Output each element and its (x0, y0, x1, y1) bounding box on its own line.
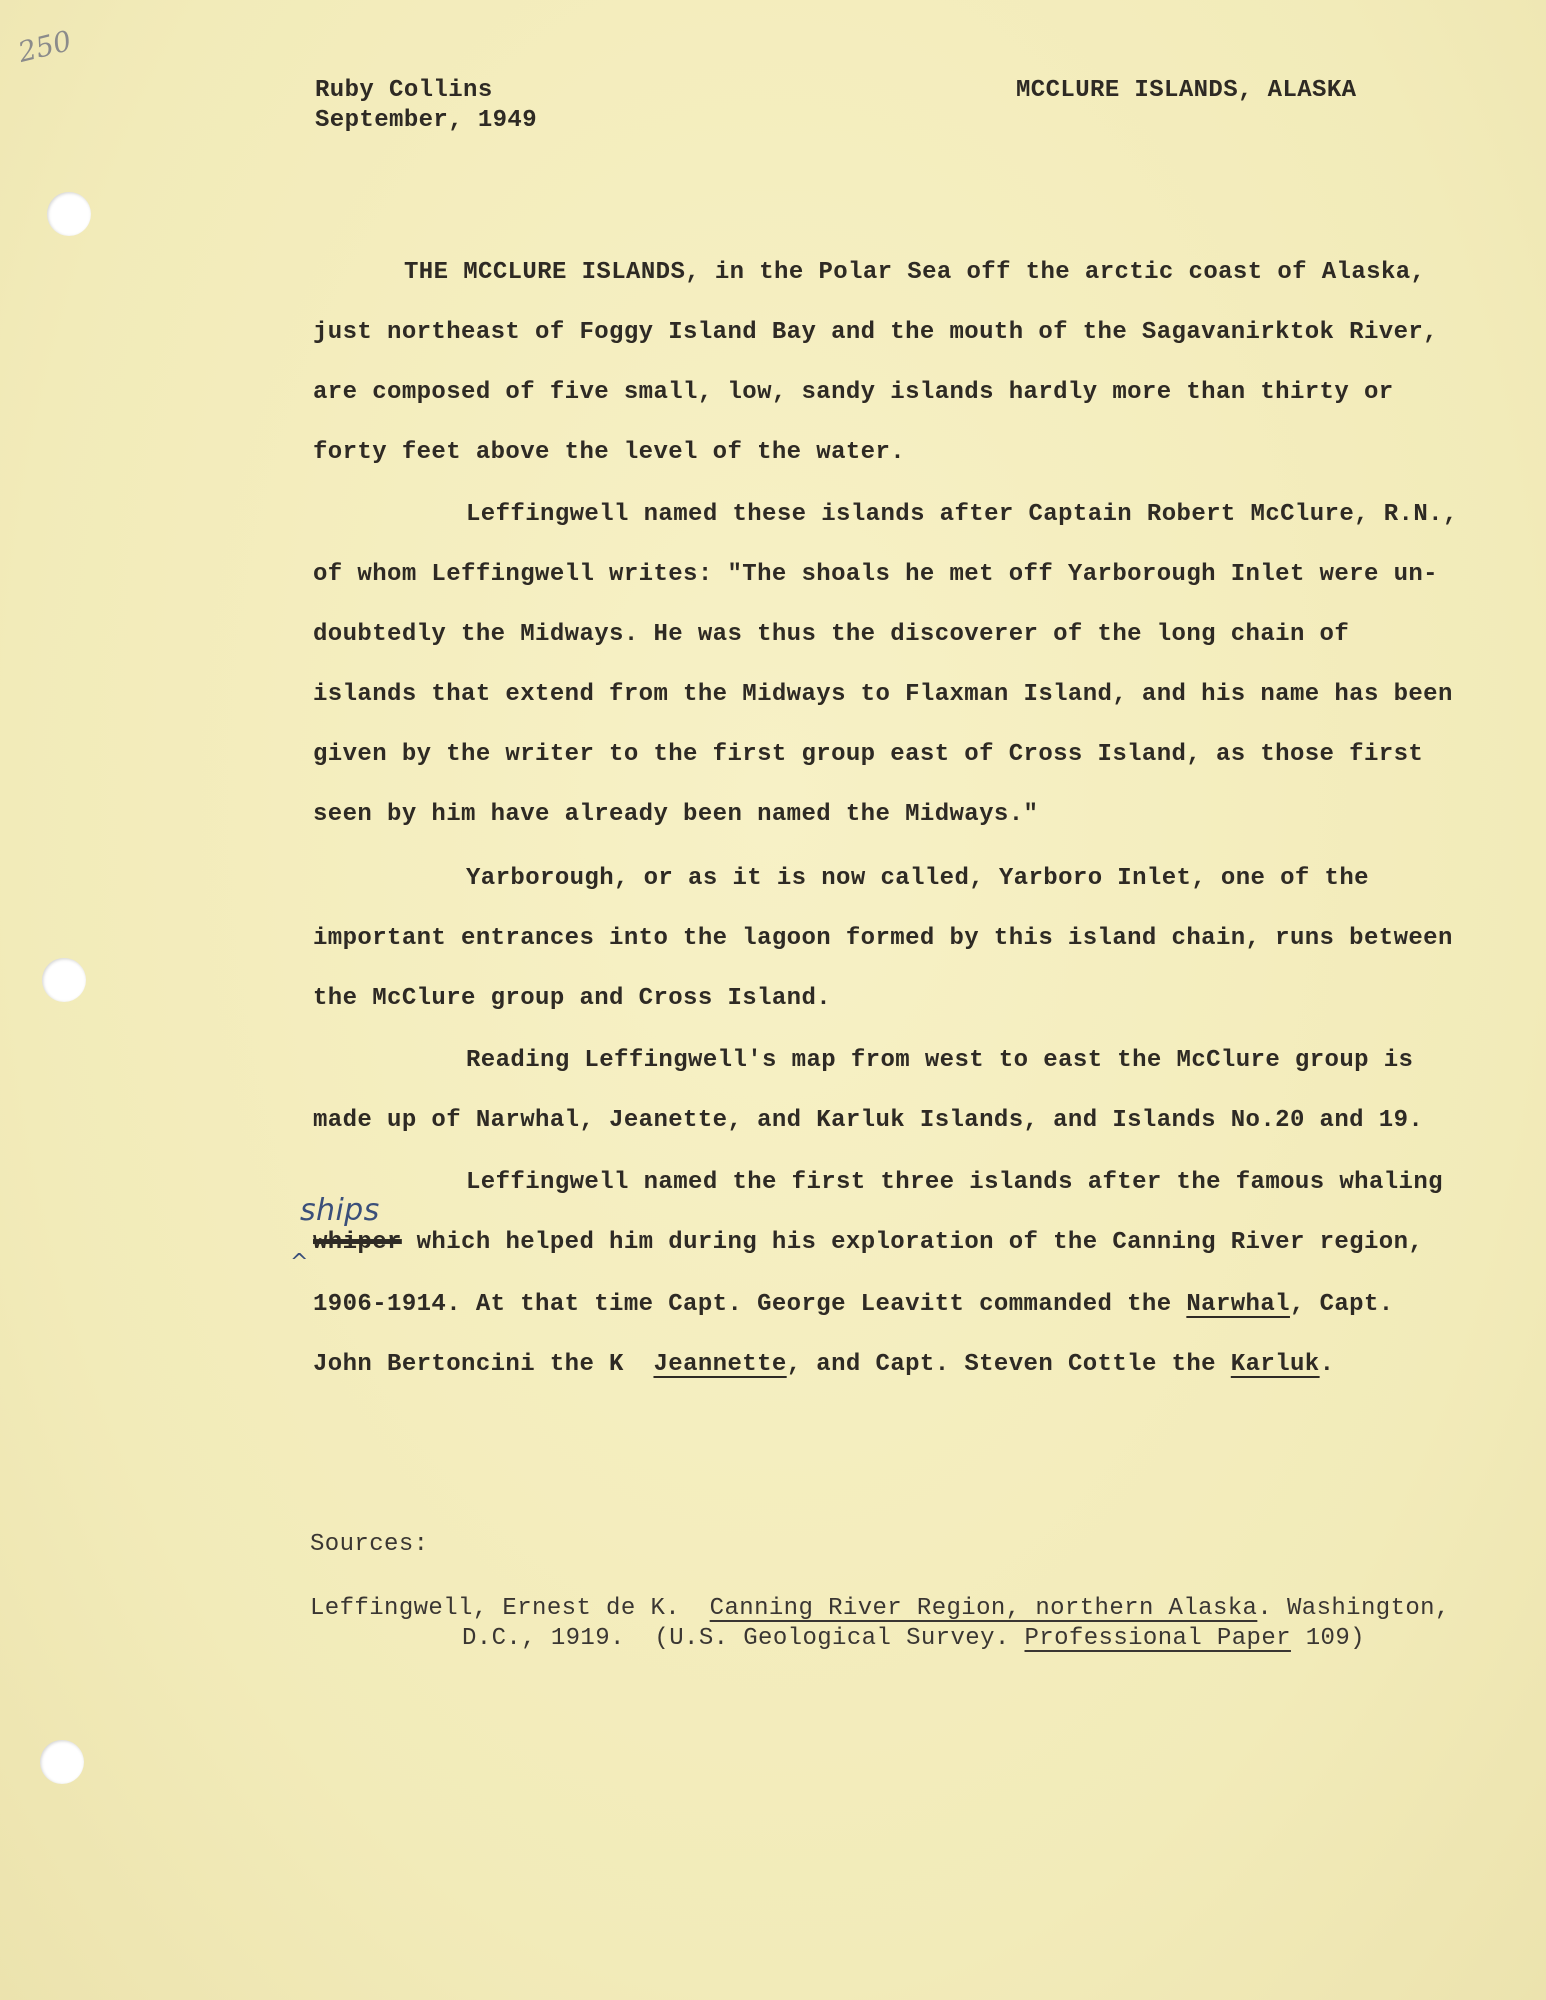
punch-hole (42, 958, 86, 1002)
body-line: the McClure group and Cross Island. (313, 985, 832, 1012)
body-line (313, 1228, 1423, 1258)
citation-title: Canning River Region, northern Alaska (709, 1595, 1258, 1622)
body-line: doubtedly the Midways. He was thus the discoverer of the long chain of (313, 621, 1350, 648)
caret-mark: ^ (290, 1250, 309, 1275)
punch-hole (40, 1740, 84, 1784)
body-line-text: , and Capt. Steven Cottle the (786, 1351, 1231, 1378)
page-number: 250 (14, 24, 75, 69)
body-line-text: which helped him during his exploration of the Canning River region, (401, 1229, 1424, 1256)
body-line (313, 1290, 1394, 1320)
body-line: Yarborough, or as it is now called, Yarboro Inlet, one of the (466, 865, 1369, 892)
punch-hole (47, 192, 91, 236)
body-line: seen by him have already been named the Midways." (313, 801, 1039, 828)
body-line (313, 1350, 1334, 1380)
body-line: are composed of five small, low, sandy islands hardly more than thirty or (313, 379, 1394, 406)
citation-text: D.C., 1919. (U.S. Geological Survey. (462, 1625, 1025, 1652)
body-line: just northeast of Foggy Island Bay and the mouth of the Sagavanirktok River, (313, 319, 1438, 346)
body-line: important entrances into the lagoon formed by this island chain, runs between (313, 925, 1453, 952)
date: September, 1949 (315, 107, 538, 134)
body-line: THE MCCLURE ISLANDS, in the Polar Sea off the arctic coast of Alaska, (404, 259, 1426, 286)
struck-word: whiper (313, 1229, 402, 1256)
ship-name: Jeannette (653, 1351, 787, 1378)
body-line: Leffingwell named the first three islands after the famous whaling (466, 1169, 1443, 1196)
body-line-text: 1906-1914. At that time Capt. George Leavitt commanded the (313, 1291, 1187, 1318)
document-title: MCCLURE ISLANDS, ALASKA (1016, 77, 1357, 104)
source-citation (310, 1594, 1450, 1624)
body-line: islands that extend from the Midways to Flaxman Island, and his name has been (313, 681, 1453, 708)
citation-text: Leffingwell, Ernest de K. (310, 1595, 710, 1622)
source-citation (462, 1624, 1365, 1654)
sources-label: Sources: (310, 1531, 429, 1558)
handwritten-insertion: ships (300, 1193, 380, 1228)
body-line: made up of Narwhal, Jeanette, and Karluk Islands, and Islands No.20 and 19. (313, 1107, 1424, 1134)
ship-name: Karluk (1230, 1351, 1320, 1378)
citation-series: Professional Paper (1024, 1625, 1291, 1652)
body-line-text: , Capt. (1289, 1291, 1394, 1318)
citation-text: . Washington, (1257, 1595, 1450, 1622)
citation-text: 109) (1290, 1625, 1365, 1652)
body-line-text: John Bertoncini the K (313, 1351, 654, 1378)
body-line: given by the writer to the first group east of Cross Island, as those first (313, 741, 1424, 768)
body-line: forty feet above the level of the water. (313, 439, 906, 466)
body-line: of whom Leffingwell writes: "The shoals he met off Yarborough Inlet were un- (313, 561, 1438, 588)
body-line: Reading Leffingwell's map from west to east the McClure group is (466, 1047, 1414, 1074)
body-line: Leffingwell named these islands after Captain Robert McClure, R.N., (466, 501, 1458, 528)
ship-name: Narwhal (1186, 1291, 1290, 1318)
body-line-text: . (1319, 1351, 1335, 1378)
author: Ruby Collins (315, 77, 493, 104)
